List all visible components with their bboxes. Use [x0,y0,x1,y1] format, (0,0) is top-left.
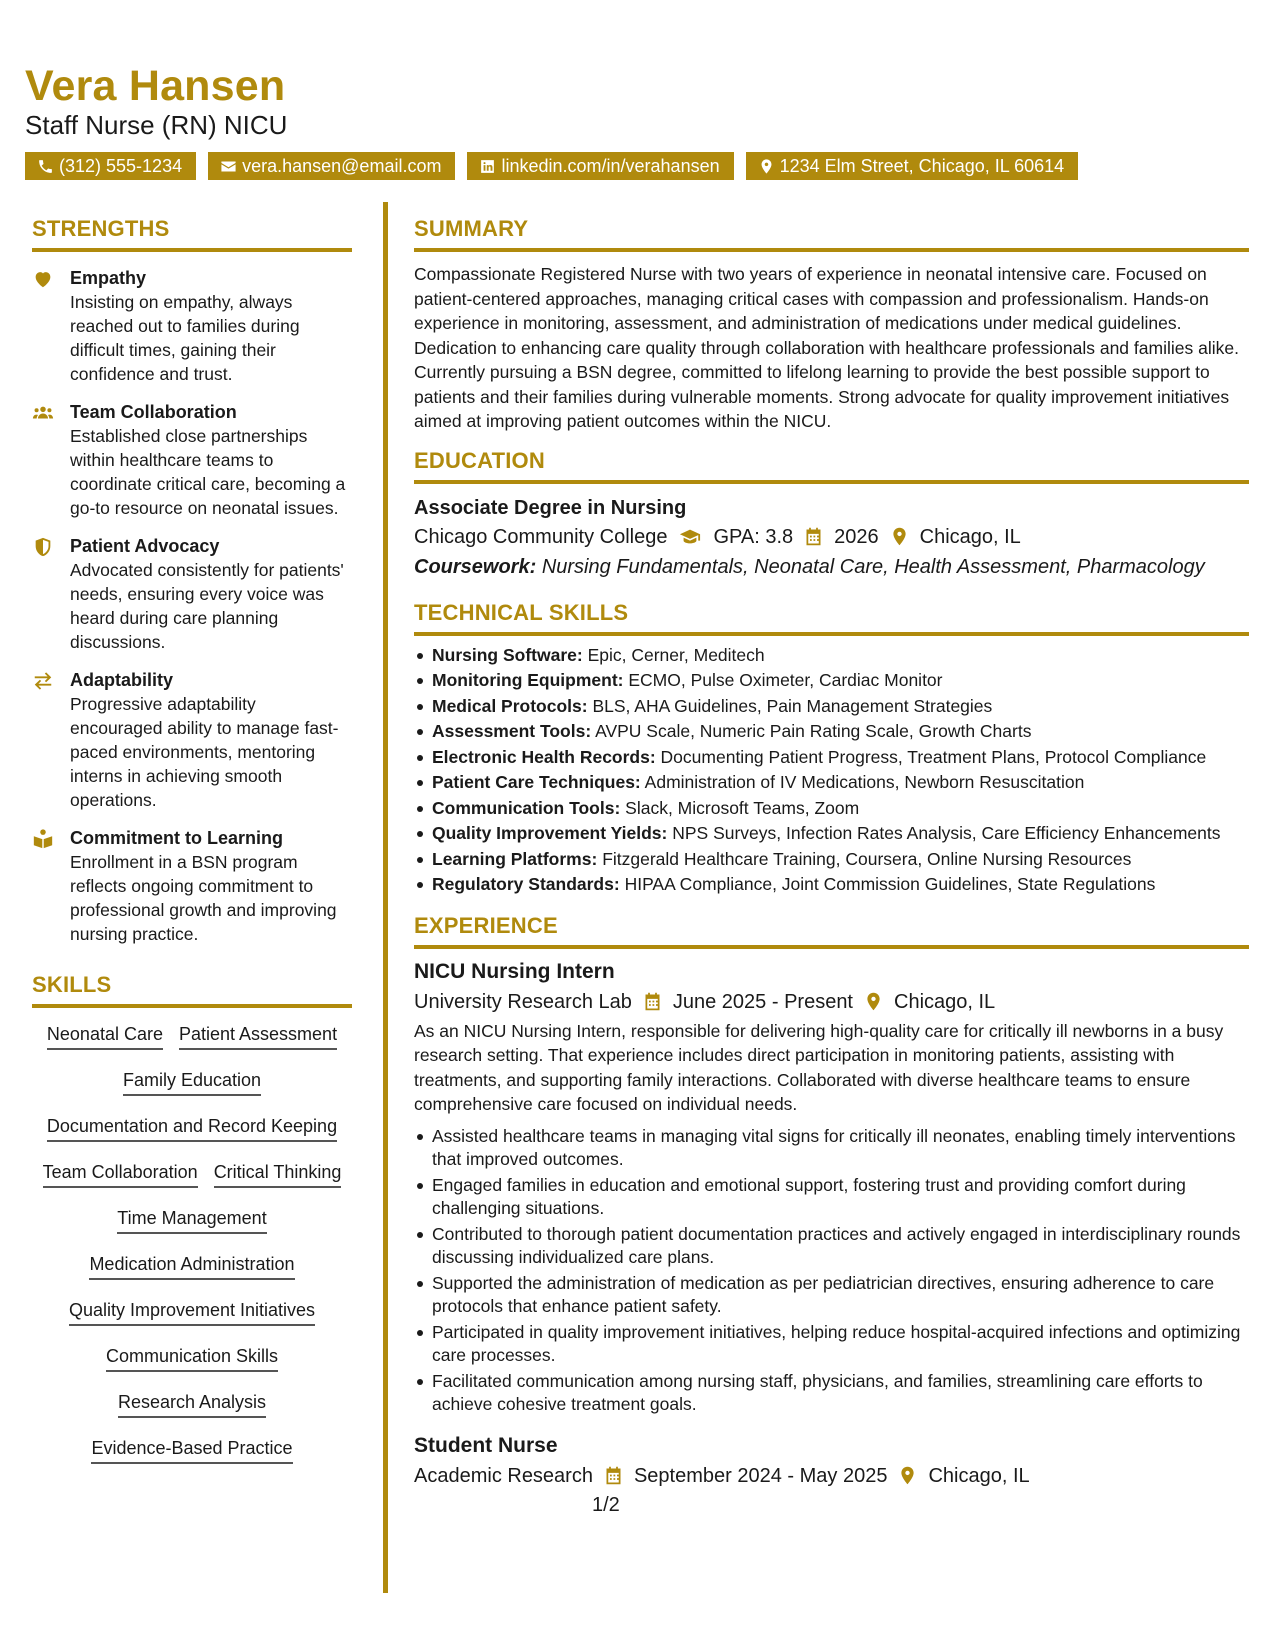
map-pin-icon [758,158,775,175]
candidate-title: Staff Nurse (RN) NICU [25,110,288,140]
phone-icon [37,158,54,175]
job-dates: September 2024 - May 2025 [633,1464,888,1487]
job-description: As an NICU Nursing Intern, responsible for delivering high-quality care for critically ill newborns in a busy research setting. That experience includes direct participation in monitoring patients, assisting with treatments, and supporting family interactions. Collaborated with diverse healthcare teams to ensure comprehensive care focused on individual needs. [414,1020,1224,1114]
shield-icon [32,536,54,558]
tech-skill-label: Communication Tools: [432,797,621,818]
list-item: Participated in quality improvement initiatives, helping reduce hospital-acquired infections and optimizing care processes. [414,1321,1249,1368]
linkedin-icon [479,158,496,175]
skill-tag: Research Analysis [118,1390,266,1418]
job-title: Student Nurse [414,1433,558,1457]
technical-skills-heading: TECHNICAL SKILLS [414,600,1249,636]
list-item: Assisted healthcare teams in managing vital signs for critically ill neonates, enabling timely interventions that improved outcomes. [414,1125,1249,1172]
tech-skill-label: Monitoring Equipment: [432,670,624,690]
tech-skill-label: Nursing Software: [432,644,583,665]
tech-skill-value: Slack, Microsoft Teams, Zoom [625,797,860,818]
skill-tag: Evidence-Based Practice [91,1436,292,1464]
tech-skill-label: Regulatory Standards: [432,874,620,894]
skill-tag: Team Collaboration [43,1160,198,1188]
skill-tag: Patient Assessment [179,1022,337,1050]
job-dates: June 2025 - Present [672,990,853,1013]
contact-email-text: vera.hansen@email.com [242,156,442,176]
education-meta [414,522,1249,552]
strength-title: Patient Advocacy [70,536,220,556]
tech-skill-value: AVPU Scale, Numeric Pain Rating Scale, Growth Charts [595,721,1032,741]
strength-desc: Progressive adaptability encouraged ability to manage fast-paced environments, mentoring interns in achieving smooth operations. [70,694,339,810]
contact-address[interactable] [746,152,1079,180]
graduation-cap-icon [677,526,703,548]
list-item [414,797,1249,821]
job-bullets [414,1125,1249,1417]
education-heading: EDUCATION [414,448,1249,484]
heart-icon [32,268,54,290]
list-item [414,822,1249,846]
tech-skill-value: Documenting Patient Progress, Treatment Plans, Protocol Compliance [660,746,1207,767]
tech-skill-label: Electronic Health Records: [432,746,656,767]
users-icon [32,402,54,424]
strength-item [32,826,352,946]
job-meta [414,1461,1249,1491]
technical-skills-list [414,644,1249,897]
tech-skill-label: Medical Protocols: [432,695,588,716]
gpa-text: GPA: 3.8 [713,525,794,548]
list-item [414,848,1249,872]
skills-list [32,1022,352,1464]
tech-skill-value: ECMO, Pulse Oximeter, Cardiac Monitor [628,670,943,690]
skill-tag: Quality Improvement Initiatives [69,1298,315,1326]
summary-heading: SUMMARY [414,216,1249,252]
list-item: Facilitated communication among nursing staff, physicians, and families, streamlining care efforts to achieve cohesive treatment goals. [414,1370,1249,1417]
tech-skill-label: Assessment Tools: [432,721,592,741]
tech-skill-value: Epic, Cerner, Meditech [587,644,765,665]
strength-title: Team Collaboration [70,402,237,422]
strength-title: Empathy [70,268,147,288]
list-item: Engaged families in education and emotional support, fostering trust and providing comfort during challenging situations. [414,1174,1249,1221]
list-item [414,746,1249,770]
candidate-name: Vera Hansen [25,62,286,110]
strength-desc: Established close partnerships within healthcare teams to coordinate critical care, becoming a go-to resource on neonatal issues. [70,426,346,518]
skill-tag: Communication Skills [106,1344,278,1372]
map-pin-icon [889,526,910,547]
tech-skill-value: NPS Surveys, Infection Rates Analysis, Care Efficiency Enhancements [672,823,1221,843]
skill-tag: Medication Administration [89,1252,294,1280]
tech-skill-value: HIPAA Compliance, Joint Commission Guidelines, State Regulations [624,874,1156,894]
list-item [414,720,1249,744]
right-column [414,216,1249,1491]
calendar-icon [603,1465,624,1486]
column-divider [383,202,388,1593]
strength-title: Commitment to Learning [70,828,284,848]
list-item [414,771,1249,795]
contact-linkedin-text: linkedin.com/in/verahansen [501,156,720,176]
job-location: Chicago, IL [894,990,996,1013]
coursework [414,552,1249,582]
job-meta [414,987,1249,1017]
tech-skill-value: Administration of IV Medications, Newborn Resuscitation [644,772,1085,792]
tech-skill-label: Patient Care Techniques: [432,772,641,792]
calendar-icon [642,991,663,1012]
strength-item [32,668,352,812]
strength-title: Adaptability [70,670,174,690]
job-org: University Research Lab [414,990,632,1013]
degree-title: Associate Degree in Nursing [414,496,687,519]
left-column [32,216,352,1464]
job-org: Academic Research [414,1464,593,1487]
contact-bar [25,152,1078,180]
graduation-year: 2026 [834,525,879,548]
exchange-arrows-icon [32,670,54,692]
list-item [414,695,1249,719]
school-location: Chicago, IL [919,525,1021,548]
skill-tag: Time Management [117,1206,266,1234]
strength-item [32,400,352,520]
strength-item [32,534,352,654]
strength-item [32,266,352,386]
strengths-list [32,266,352,946]
job-title: NICU Nursing Intern [414,959,615,983]
list-item [414,669,1249,693]
skills-heading: SKILLS [32,972,352,1008]
strength-desc: Advocated consistently for patients' needs, ensuring every voice was heard during care planning discussions. [70,560,344,652]
school-name: Chicago Community College [414,525,668,548]
strength-desc: Enrollment in a BSN program reflects ongoing commitment to professional growth and improving nursing practice. [70,852,337,944]
skill-tag: Neonatal Care [47,1022,163,1050]
map-pin-icon [863,991,884,1012]
envelope-icon [220,158,237,175]
contact-phone-text: (312) 555-1234 [59,156,183,176]
map-pin-icon [897,1465,918,1486]
list-item [414,873,1249,897]
contact-email[interactable] [208,152,455,180]
contact-linkedin[interactable] [467,152,733,180]
strengths-heading: STRENGTHS [32,216,352,252]
skill-tag: Family Education [123,1068,261,1096]
coursework-list: Nursing Fundamentals, Neonatal Care, Health Assessment, Pharmacology [541,555,1205,578]
book-reader-icon [32,828,54,850]
strength-desc: Insisting on empathy, always reached out to families during difficult times, gaining their confidence and trust. [70,292,300,384]
summary-text: Compassionate Registered Nurse with two years of experience in neonatal intensive care. Focused on patient-centered approaches, managing critical cases with compassion and professionalism. Hands-on experience in monitoring, assessment, and administration of medications under medical guidelines. Dedication to enhancing care quality through collaboration with healthcare professionals and families alike. Currently pursuing a BSN degree, committed to lifelong learning to provide the best possible support to patients and their families during vulnerable moments. Strong advocate for quality improvement initiatives aimed at improving patient outcomes within the NICU. [414,264,1239,431]
skill-tag: Critical Thinking [214,1160,342,1188]
calendar-icon [803,526,824,547]
page-number: 1/2 [592,1494,620,1516]
tech-skill-label: Quality Improvement Yields: [432,823,668,843]
coursework-label: Coursework: [414,555,537,578]
list-item: Supported the administration of medication as per pediatrician directives, ensuring adherence to care protocols that enhance patient safety. [414,1272,1249,1319]
list-item [414,644,1249,668]
tech-skill-label: Learning Platforms: [432,848,598,869]
contact-phone[interactable] [25,152,196,180]
experience-heading: EXPERIENCE [414,913,1249,949]
contact-address-text: 1234 Elm Street, Chicago, IL 60614 [779,156,1065,176]
list-item: Contributed to thorough patient documentation practices and actively engaged in interdisciplinary rounds discussing individualized care plans. [414,1223,1249,1270]
job-location: Chicago, IL [928,1464,1030,1487]
tech-skill-value: BLS, AHA Guidelines, Pain Management Strategies [592,695,993,716]
tech-skill-value: Fitzgerald Healthcare Training, Coursera, Online Nursing Resources [602,848,1132,869]
skill-tag: Documentation and Record Keeping [47,1114,337,1142]
